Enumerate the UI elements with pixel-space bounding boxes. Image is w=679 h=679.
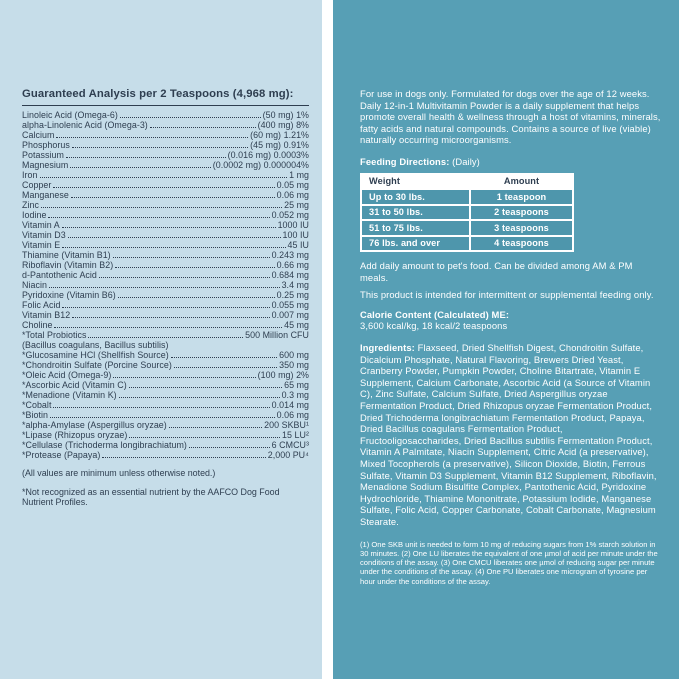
analysis-value: 350 mg	[279, 360, 309, 370]
analysis-row	[22, 220, 309, 230]
dot-leader	[99, 277, 270, 278]
analysis-label: d-Pantothenic Acid	[22, 270, 97, 280]
analysis-value: 45 IU	[287, 240, 309, 250]
analysis-value: (100 mg) 2%	[257, 370, 309, 380]
analysis-row	[22, 450, 309, 460]
dot-leader	[40, 177, 288, 178]
analysis-label: Linoleic Acid (Omega-6)	[22, 110, 118, 120]
aafco-note: *Not recognized as an essential nutrient by the AAFCO Dog Food Nutrient Profiles.	[22, 486, 280, 507]
analysis-row	[22, 390, 309, 400]
analysis-label: Vitamin E	[22, 240, 61, 250]
analysis-label: *Glucosamine HCl (Shellfish Source)	[22, 350, 169, 360]
ingredients-paragraph	[360, 342, 661, 528]
analysis-value: 2,000 PU⁴	[267, 450, 309, 460]
analysis-row	[22, 260, 309, 270]
usage-intro: For use in dogs only. Formulated for dogs over the age of 12 weeks. Daily 12-in-1 Multivitamin Powder is a daily supplement that helps promote overall health & wellness through a host of vitamins, minerals, fatty acids and natural compounds. Contains a source of live (viable) naturally occurring microorganisms.	[360, 88, 661, 146]
analysis-list	[22, 110, 309, 460]
dot-leader	[88, 337, 243, 338]
analysis-row	[22, 420, 309, 430]
analysis-label: Phosphorus	[22, 140, 70, 150]
feeding-cell-amount: 3 teaspoons	[471, 221, 572, 235]
analysis-value: (45 mg) 0.91%	[250, 140, 309, 150]
analysis-row	[22, 340, 309, 350]
analysis-value: (0.0002 mg) 0.000004%	[212, 160, 309, 170]
analysis-value: 0.684 mg	[271, 270, 309, 280]
analysis-label: Niacin	[22, 280, 47, 290]
analysis-label: *Oleic Acid (Omega-9)	[22, 370, 112, 380]
analysis-value: 1 mg	[289, 170, 309, 180]
dot-leader	[48, 217, 269, 218]
feeding-header-amount: Amount	[471, 175, 572, 189]
dot-leader	[102, 457, 265, 458]
intermittent-feeding-note: This product is intended for intermittent or supplemental feeding only.	[360, 289, 654, 301]
analysis-label: *Cellulase (Trichoderma longibrachiatum)	[22, 440, 187, 450]
calorie-content-value: 3,600 kcal/kg, 18 kcal/2 teaspoons	[360, 320, 508, 332]
analysis-label: alpha-Linolenic Acid (Omega-3)	[22, 120, 148, 130]
feeding-directions-label: Feeding Directions:	[360, 155, 450, 167]
feeding-cell-amount: 2 teaspoons	[471, 206, 572, 220]
dot-leader	[53, 407, 269, 408]
analysis-value: (400 mg) 8%	[257, 120, 309, 130]
analysis-row	[22, 370, 309, 380]
dot-leader	[120, 117, 261, 118]
dot-leader	[150, 127, 256, 128]
dot-leader	[54, 327, 282, 328]
analysis-value: 500 Million CFU	[245, 330, 309, 340]
analysis-row	[22, 180, 309, 190]
add-daily-note: Add daily amount to pet's food. Can be divided among AM & PM meals.	[360, 260, 633, 283]
dot-leader	[62, 247, 285, 248]
analysis-row	[22, 330, 309, 340]
analysis-label: *Protease (Papaya)	[22, 450, 101, 460]
analysis-label: Iron	[22, 170, 38, 180]
analysis-value: 3.4 mg	[281, 280, 309, 290]
analysis-value: 0.055 mg	[271, 300, 309, 310]
directions-panel	[333, 0, 679, 679]
analysis-value: 100 IU	[282, 230, 309, 240]
analysis-row	[22, 320, 309, 330]
analysis-row	[22, 130, 309, 140]
dot-leader	[71, 197, 275, 198]
analysis-label: Calcium	[22, 130, 55, 140]
dot-leader	[113, 377, 255, 378]
analysis-value: 0.06 mg	[276, 190, 309, 200]
analysis-label: *Total Probiotics	[22, 330, 87, 340]
analysis-label: Vitamin B12	[22, 310, 71, 320]
analysis-value: 15 LU²	[282, 430, 309, 440]
unit-definition-footnotes: (1) One SKB unit is needed to form 10 mg of reducing sugars from 1% starch solution in 30 minutes. (2) One LU liberates the equivalent of one µmol of acid per minute under the conditions of the assay. (3) One CMCU liberates one µmol of reducing sugar per minute under the conditions of the assay. (4) One PU liberates one microgram of tyrosine per hour under the conditions of the assay.	[360, 539, 658, 586]
feeding-table-row	[362, 190, 572, 204]
dot-leader	[171, 357, 277, 358]
dot-leader	[119, 397, 280, 398]
feeding-cell-weight: 51 to 75 lbs.	[362, 221, 469, 235]
analysis-row	[22, 190, 309, 200]
analysis-value: 0.243 mg	[271, 250, 309, 260]
analysis-label: Vitamin D3	[22, 230, 66, 240]
feeding-table	[360, 173, 574, 253]
analysis-row	[22, 360, 309, 370]
calorie-content-heading: Calorie Content (Calculated) ME:	[360, 308, 510, 320]
analysis-value: (50 mg) 1%	[262, 110, 309, 120]
minimum-values-note: (All values are minimum unless otherwise noted.)	[22, 468, 216, 478]
analysis-value: 0.014 mg	[271, 400, 309, 410]
feeding-table-head	[362, 175, 572, 189]
guaranteed-analysis-panel	[0, 0, 322, 679]
analysis-label: Thiamine (Vitamin B1)	[22, 250, 111, 260]
dot-leader	[62, 307, 269, 308]
analysis-value: 600 mg	[279, 350, 309, 360]
analysis-row	[22, 170, 309, 180]
feeding-table-row	[362, 206, 572, 220]
analysis-value: 200 SKBU¹	[264, 420, 309, 430]
dot-leader	[41, 207, 282, 208]
analysis-row	[22, 200, 309, 210]
analysis-row	[22, 310, 309, 320]
analysis-row	[22, 350, 309, 360]
ingredients-text: Flaxseed, Dried Shellfish Digest, Chondroitin Sulfate, Dicalcium Phosphate, Natural Flavoring, Brewers Dried Yeast, Cranberry Powder, Pumpkin Powder, Choline Bitartrate, Vitamin E Supplement, Calcium Carbonate, Ascorbic Acid (a Source of Vitamin C), Zinc Sulfate, Calcium Sulfate, Dried Aspergillus oryzae Fermentation Product, Dried Rhizopus oryzae Fermentation Product, Dried Trichoderma longibrachiatum Fermentation Product, Papaya, Dried Bacillus coagulans Fermentation Product, Fructooligosaccharides, Dried Bacillus subtilis Fermentation Product, Vitamin A Palmitate, Niacin Supplement, Citric Acid (a preservative), Mixed Tocopherols (a preservative), Silicon Dioxide, Biotin, Ferrous Sulfate, Vitamin D3 Supplement, Vitamin B12 Supplement, Riboflavin, Menadione Sodium Bisulfite Complex, Pantothenic Acid, Pyridoxine Hydrochloride, Thiamine Mononitrate, Potassium Iodide, Manganese Sulfate, Folic Acid, Copper Carbonate, Cobalt Carbonate, Magnesium Stearate.	[360, 342, 657, 527]
analysis-label: *Chondroitin Sulfate (Porcine Source)	[22, 360, 172, 370]
analysis-label: *alpha-Amylase (Aspergillus oryzae)	[22, 420, 167, 430]
analysis-row	[22, 210, 309, 220]
feeding-cell-weight: 76 lbs. and over	[362, 237, 469, 251]
analysis-row	[22, 290, 309, 300]
feeding-table-row	[362, 221, 572, 235]
analysis-label: (Bacillus coagulans, Bacillus subtilis)	[22, 340, 169, 350]
dot-leader	[72, 147, 248, 148]
analysis-value: 1000 IU	[277, 220, 309, 230]
feeding-cell-amount: 4 teaspoons	[471, 237, 572, 251]
analysis-row	[22, 240, 309, 250]
analysis-row	[22, 120, 309, 130]
analysis-row	[22, 230, 309, 240]
analysis-label: Riboflavin (Vitamin B2)	[22, 260, 114, 270]
analysis-row	[22, 250, 309, 260]
analysis-label: *Biotin	[22, 410, 49, 420]
analysis-row	[22, 160, 309, 170]
analysis-value: 0.007 mg	[271, 310, 309, 320]
analysis-row	[22, 400, 309, 410]
analysis-label: Choline	[22, 320, 53, 330]
analysis-value: 0.66 mg	[276, 260, 309, 270]
analysis-row	[22, 280, 309, 290]
analysis-value: 0.052 mg	[271, 210, 309, 220]
ingredients-label: Ingredients:	[360, 342, 415, 354]
dot-leader	[169, 427, 262, 428]
analysis-value: 0.06 mg	[276, 410, 309, 420]
feeding-table-body	[362, 190, 572, 250]
analysis-label: Pyridoxine (Vitamin B6)	[22, 290, 116, 300]
dot-leader	[56, 137, 248, 138]
feeding-directions-daily: (Daily)	[449, 155, 480, 167]
dot-leader	[70, 167, 210, 168]
analysis-row	[22, 410, 309, 420]
analysis-value: 0.25 mg	[276, 290, 309, 300]
dot-leader	[50, 417, 275, 418]
analysis-value: 0.05 mg	[276, 180, 309, 190]
analysis-row	[22, 300, 309, 310]
panel-divider	[322, 0, 333, 679]
feeding-header-weight: Weight	[362, 175, 469, 189]
dot-leader	[115, 267, 274, 268]
dot-leader	[66, 157, 226, 158]
dot-leader	[189, 447, 270, 448]
dot-leader	[129, 387, 282, 388]
feeding-table-row	[362, 237, 572, 251]
analysis-label: Copper	[22, 180, 52, 190]
analysis-value: 25 mg	[284, 200, 309, 210]
feeding-directions-heading	[360, 156, 661, 168]
dot-leader	[129, 437, 280, 438]
analysis-label: *Menadione (Vitamin K)	[22, 390, 117, 400]
feeding-cell-weight: 31 to 50 lbs.	[362, 206, 469, 220]
analysis-value: 45 mg	[284, 320, 309, 330]
dot-leader	[174, 367, 277, 368]
dot-leader	[118, 297, 275, 298]
analysis-label: Zinc	[22, 200, 39, 210]
dot-leader	[53, 187, 274, 188]
dot-leader	[49, 287, 280, 288]
analysis-value: 65 mg	[284, 380, 309, 390]
analysis-row	[22, 440, 309, 450]
analysis-label: Potassium	[22, 150, 64, 160]
feeding-cell-amount: 1 teaspoon	[471, 190, 572, 204]
analysis-row	[22, 150, 309, 160]
analysis-label: Vitamin A	[22, 220, 60, 230]
analysis-value: 6 CMCU³	[271, 440, 309, 450]
analysis-label: *Ascorbic Acid (Vitamin C)	[22, 380, 127, 390]
guaranteed-analysis-heading: Guaranteed Analysis per 2 Teaspoons (4,968 mg):	[22, 88, 309, 106]
analysis-label: Iodine	[22, 210, 47, 220]
dot-leader	[68, 237, 281, 238]
dot-leader	[72, 317, 269, 318]
analysis-value: (60 mg) 1.21%	[250, 130, 309, 140]
analysis-label: *Cobalt	[22, 400, 52, 410]
analysis-row	[22, 380, 309, 390]
analysis-row	[22, 110, 309, 120]
analysis-label: Magnesium	[22, 160, 69, 170]
analysis-label: Folic Acid	[22, 300, 61, 310]
analysis-row	[22, 430, 309, 440]
analysis-label: *Lipase (Rhizopus oryzae)	[22, 430, 128, 440]
dot-leader	[113, 257, 270, 258]
analysis-row	[22, 140, 309, 150]
analysis-label: Manganese	[22, 190, 69, 200]
analysis-row	[22, 270, 309, 280]
analysis-value: 0.3 mg	[281, 390, 309, 400]
feeding-cell-weight: Up to 30 lbs.	[362, 190, 469, 204]
dot-leader	[62, 227, 276, 228]
feeding-table-header-row	[362, 175, 572, 189]
analysis-value: (0.016 mg) 0.0003%	[227, 150, 309, 160]
